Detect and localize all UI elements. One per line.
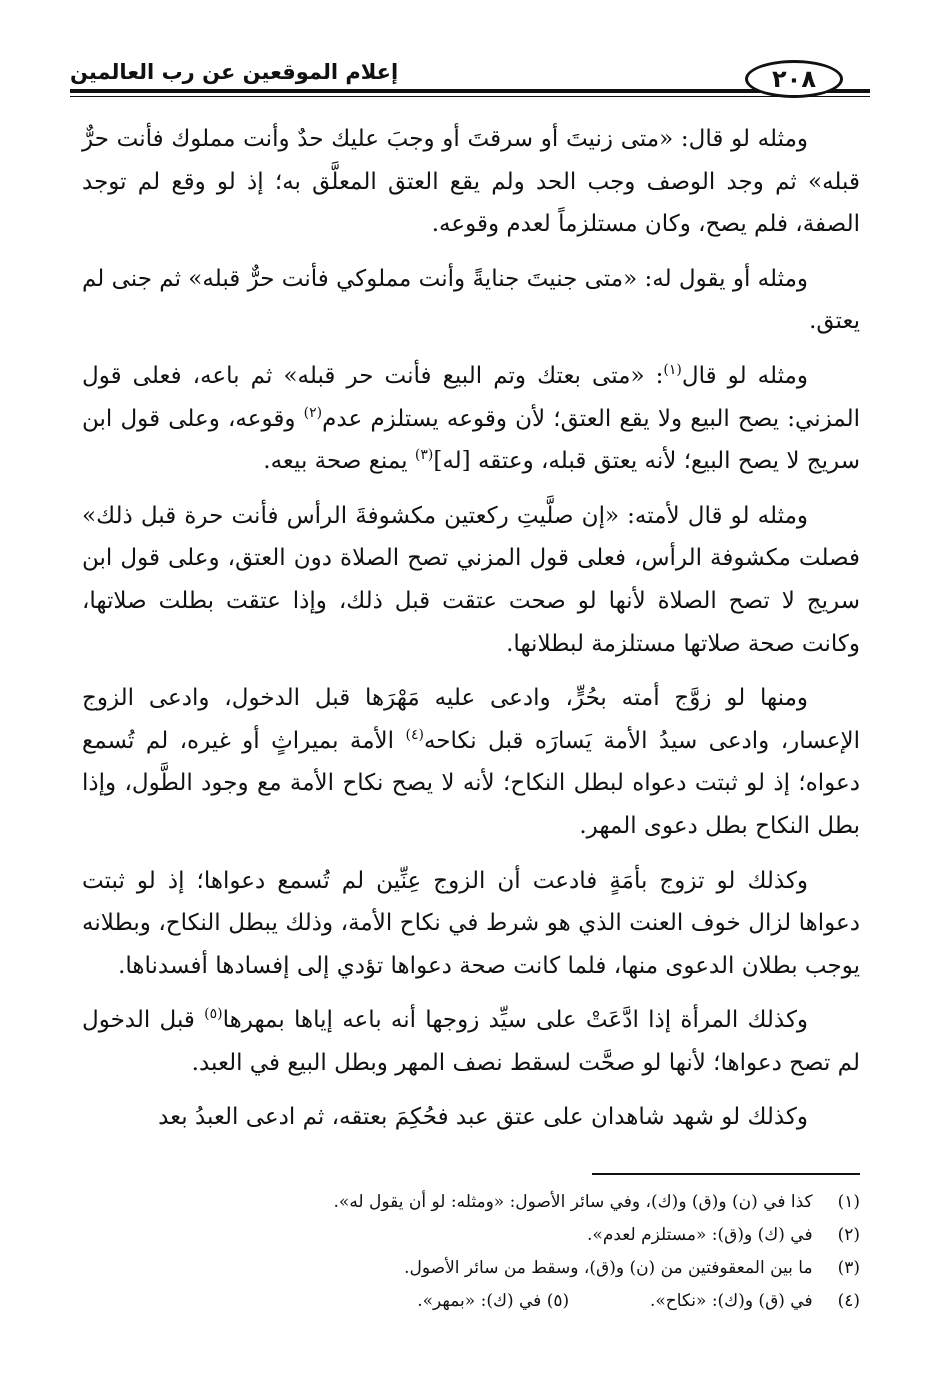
paragraph-text: ومنها لو زوَّج أمته بحُرٍّ، وادعى عليه مَهْرَها قبل الدخول، وادعى الزوج الإعسار، وادعى سيدُ الأمة يَسارَه قبل نكاحه	[82, 685, 860, 754]
book-title: إعلام الموقعين عن رب العالمين	[70, 60, 399, 84]
footnote-number: (٢)	[837, 1225, 860, 1245]
paragraph-text: ومثله لو قال لأمته: «إن صلَّيتِ ركعتين مكشوفةَ الرأس فأنت حرة قبل ذلك» فصلت مكشوفة الرأس، فعلى قول المزني تصح الصلاة دون العتق، وعلى قول ابن سريج لا تصح الصلاة لأنها لو صحت عتقت قبل ذلك، وإذا عتقت بطلت صلاتها، وكانت صحة صلاتها مستلزمة لبطلانها.	[82, 502, 860, 657]
footnote-number: (٣)	[837, 1258, 860, 1278]
footnote-1	[150, 1186, 860, 1219]
paragraph-text: وكذلك لو شهد شاهدان على عتق عبد فحُكِمَ بعتقه، ثم ادعى العبدُ بعد	[158, 1104, 808, 1131]
footnote-reference: (٤)	[405, 726, 424, 743]
paragraph-text: قبل الدخول لم تصح دعواها؛ لأنها لو صحَّت لسقط نصف المهر وبطل البيع في العبد.	[82, 1007, 860, 1076]
body-paragraph	[82, 860, 860, 988]
paragraph-text: : «متى بعتك وتم البيع فأنت حر قبله» ثم باعه، فعلى قول المزني: يصح البيع ولا يقع العتق؛ لأن وقوعه يستلزم عدم	[82, 362, 860, 432]
body-paragraph	[82, 1096, 860, 1139]
body-paragraph	[82, 258, 860, 343]
page-number: ٢٠٨	[772, 65, 816, 93]
paragraph-text: وقوعه، وعلى قول ابن سريج لا يصح البيع؛ لأنه يعتق قبله، وعتقه [له]	[82, 405, 860, 475]
footnote-reference: (٥)	[204, 1006, 223, 1023]
paragraph-text: يمنع صحة بيعه.	[263, 448, 415, 475]
paragraph-text: وكذلك المرأة إذا ادَّعَتْ على سيِّد زوجها أنه باعه إياها بمهرها	[222, 1007, 808, 1034]
footnote-text: ما بين المعقوفتين من (ن) و(ق)، وسقط من سائر الأصول.	[404, 1258, 813, 1278]
footnote-reference: (٢)	[303, 404, 323, 421]
body-paragraph	[82, 677, 860, 847]
header-rule-thin	[70, 96, 870, 97]
paragraph-text: وكذلك لو تزوج بأمَةٍ فادعت أن الزوج عِنِّين لم تُسمع دعواها؛ إذ لو ثبتت دعواها لزال خوف العنت الذي هو شرط في نكاح الأمة، وذلك يبطل النكاح، وبطلانه يوجب بطلان الدعوى منها، فلما كانت صحة دعواها تؤدي إلى إفسادها أفسدناها.	[82, 867, 860, 979]
footnote-text: كذا في (ن) و(ق) و(ك)، وفي سائر الأصول: «ومثله: لو أن يقول له».	[333, 1192, 813, 1212]
footnote-reference: (٣)	[414, 447, 434, 464]
running-header	[70, 56, 870, 102]
footnote-3	[150, 1252, 860, 1285]
footnote-separator	[592, 1173, 860, 1175]
paragraph-text: الأمة بميراثٍ أو غيره، لم تُسمع دعواه؛ إذ لو ثبتت دعواه لبطل النكاح؛ لأنه لا يصح نكاح الأمة مع وجود الطَّول، وإذا بطل النكاح بطل دعوى المهر.	[82, 727, 860, 839]
body-paragraph	[82, 118, 860, 246]
body-paragraph	[82, 495, 860, 665]
footnote-number: (١)	[837, 1192, 860, 1212]
footnote-2	[150, 1219, 860, 1252]
main-text-body	[82, 118, 860, 1151]
footnote-text: في (ك): «بمهر».	[417, 1291, 542, 1311]
paragraph-text: ومثله أو يقول له: «متى جنيتَ جنايةً وأنت مملوكي فأنت حرٌّ قبله» ثم جنى لم يعتق.	[82, 265, 860, 335]
paragraph-text: ومثله لو قال	[681, 362, 808, 389]
body-paragraph	[82, 355, 860, 483]
footnote-text: في (ك) و(ق): «مستلزم لعدم».	[587, 1225, 813, 1245]
footnote-text: في (ق) و(ك): «نكاح».	[649, 1291, 813, 1311]
page-number-badge	[745, 60, 843, 98]
footnote-4-5	[150, 1285, 860, 1318]
footnote-number: (٥)	[546, 1291, 570, 1311]
footnote-number: (٤)	[837, 1291, 860, 1311]
footnote-reference: (١)	[663, 361, 682, 378]
paragraph-text: ومثله لو قال: «متى زنيتَ أو سرقتَ أو وجبَ عليك حدٌ وأنت مملوك فأنت حرٌّ قبله» ثم وجد الوصف وجب الحد ولم يقع العتق المعلَّق به؛ إذ لو وقع لم توجد الصفة، فلم يصح، وكان مستلزماً لعدم وقوعه.	[82, 126, 860, 238]
body-paragraph	[82, 999, 860, 1084]
header-rule-thick	[70, 89, 870, 93]
footnotes-section	[150, 1186, 860, 1318]
